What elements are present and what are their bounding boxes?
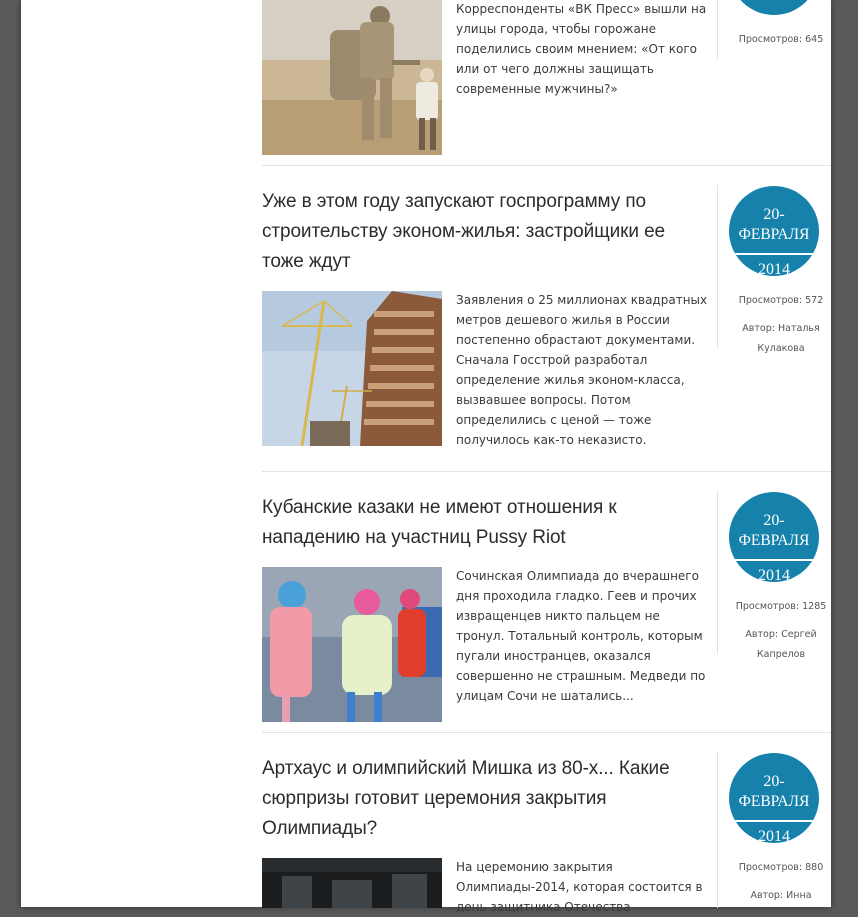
article-title[interactable]: Кубанские казаки не имеют отношения к нападению на участниц Pussy Riot	[262, 497, 617, 548]
column-divider	[717, 491, 718, 654]
column-divider	[717, 0, 718, 59]
author-label: Автор:	[742, 323, 775, 334]
author-label: Автор:	[750, 890, 784, 901]
article-title[interactable]: Артхаус и олимпийский Мишка из 80-х... Какие сюрпризы готовит церемония закрытия Олимпиады?	[262, 758, 670, 839]
article-thumbnail[interactable]	[262, 0, 442, 155]
article-thumbnail[interactable]	[262, 291, 442, 446]
date-badge: 20- ФЕВРАЛЯ 2014	[729, 492, 819, 582]
column-divider	[717, 752, 718, 908]
article-views: Просмотров: 1285	[735, 601, 827, 612]
article-author	[724, 625, 838, 665]
article-thumbnail[interactable]	[262, 858, 442, 908]
author-name[interactable]: Сергей Капрелов	[756, 629, 817, 660]
article-views: Просмотров: 572	[738, 295, 824, 306]
author-name[interactable]: Наталья Кулакова	[757, 323, 820, 354]
author-label: Автор:	[745, 629, 779, 640]
date-badge: 20- ФЕВРАЛЯ 2014	[729, 186, 819, 276]
content-page	[21, 0, 831, 914]
article-card	[262, 165, 831, 471]
article-card	[262, 471, 831, 733]
date-badge: 20- ФЕВРАЛЯ 2014	[729, 753, 819, 843]
author-name[interactable]: Инна	[786, 890, 812, 901]
article-excerpt: Сочинская Олимпиада до вчерашнего дня проходила гладко. Геев и прочих извращенцев никто пальцем не тронул. Тотальный контроль, которым пугали иностранцев, оказался совершенно не страшным. Медведи по улицам Сочи не шатались...	[456, 569, 706, 703]
article-title[interactable]: Уже в этом году запускают госпрограмму по строительству эконом-жилья: застройщики ее тоже ждут	[262, 191, 666, 272]
article-excerpt: На церемонию закрытия Олимпиады-2014, которая состоится в день защитника Отечества	[456, 860, 703, 914]
article-author	[724, 319, 838, 359]
date-badge	[729, 0, 819, 15]
column-divider	[717, 185, 718, 348]
article-views: Просмотров: 880	[738, 862, 824, 873]
article-views: Просмотров: 645	[738, 34, 824, 45]
article-card	[262, 732, 831, 914]
article-thumbnail[interactable]	[262, 567, 442, 722]
article-card	[262, 0, 831, 165]
article-excerpt: Заявления о 25 миллионах квадратных метров дешевого жилья в России постепенно обрастают документами. Сначала Госстрой разработал определение жилья эконом-класса, вызвавшее вопросы. Потом определились с ценой — тоже получилось как-то неказисто.	[456, 293, 708, 447]
article-author	[724, 886, 838, 906]
article-excerpt: Корреспонденты «ВК Пресс» вышли на улицы города, чтобы горожане поделились своим мнением: «От кого или от чего должны защищать современные мужчины?»	[456, 2, 707, 96]
